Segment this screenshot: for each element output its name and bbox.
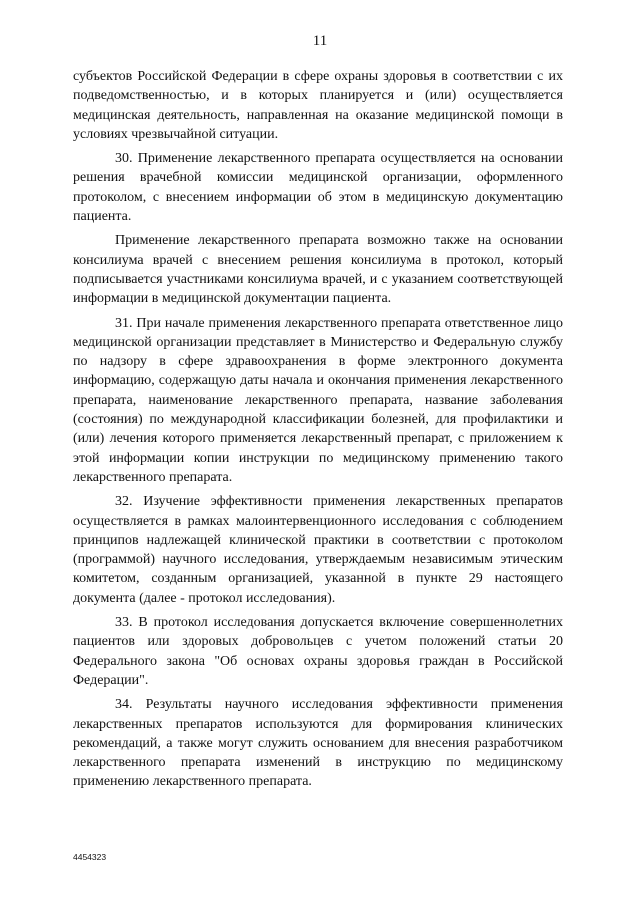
paragraph-item-32: 32. Изучение эффективности применения лекарственных препаратов осуществляется в рамках малоинтервенционного исследования с соблюдением принципов надлежащей клинической практики в соответствии с протоколом (программой) научного исследования, утверждаемым независимым этическим комитетом, созданным организацией, указанной в пункте 29 настоящего документа (далее - протокол исследования). [73,494,563,606]
paragraph-item-30: 30. Применение лекарственного препарата осуществляется на основании решения врачебной комиссии медицинской организации, оформленного протоколом, с внесением информации об этом в медицинскую документацию пациента. [73,151,563,225]
document-body [73,67,563,792]
paragraph-item-31: 31. При начале применения лекарственного препарата ответственное лицо медицинской организации представляет в Министерство и Федеральную службу по надзору в сфере здравоохранения в форме электронного документа информацию, содержащую даты начала и окончания применения лекарственного препарата, наименование лекарственного препарата, название заболевания (состояния) по международной классификации болезней, для профилактики и (или) лечения которого применяется лекарственный препарат, с приложением к этой информации копии инструкции по медицинскому применению такого лекарственного препарата. [73,315,563,485]
page-number: 11 [312,33,328,49]
paragraph-continuation: субъектов Российской Федерации в сфере охраны здоровья в соответствии с их подведомственностью, и в которых планируется и (или) осуществляется медицинская деятельность, направленная на оказание медицинской помощи в условиях чрезвычайной ситуации. [73,69,563,142]
paragraph-item-34: 34. Результаты научного исследования эффективности применения лекарственных препаратов используются для формирования клинических рекомендаций, а также могут служить основанием для внесения разработчиком лекарственного препарата изменений в инструкцию по медицинскому применению лекарственного препарата. [73,697,563,790]
paragraph-item-30-addendum: Применение лекарственного препарата возможно также на основании консилиума врачей с внесением решения консилиума в протокол, который подписывается участниками консилиума врачей, и с указанием соответствующей информации в медицинской документации пациента. [73,233,563,307]
paragraph-item-33: 33. В протокол исследования допускается включение совершеннолетних пациентов или здоровых добровольцев с учетом положений статьи 20 Федерального закона "Об основах охраны здоровья граждан в Российской Федерации". [73,615,563,688]
document-code: 4454323 [73,852,107,862]
